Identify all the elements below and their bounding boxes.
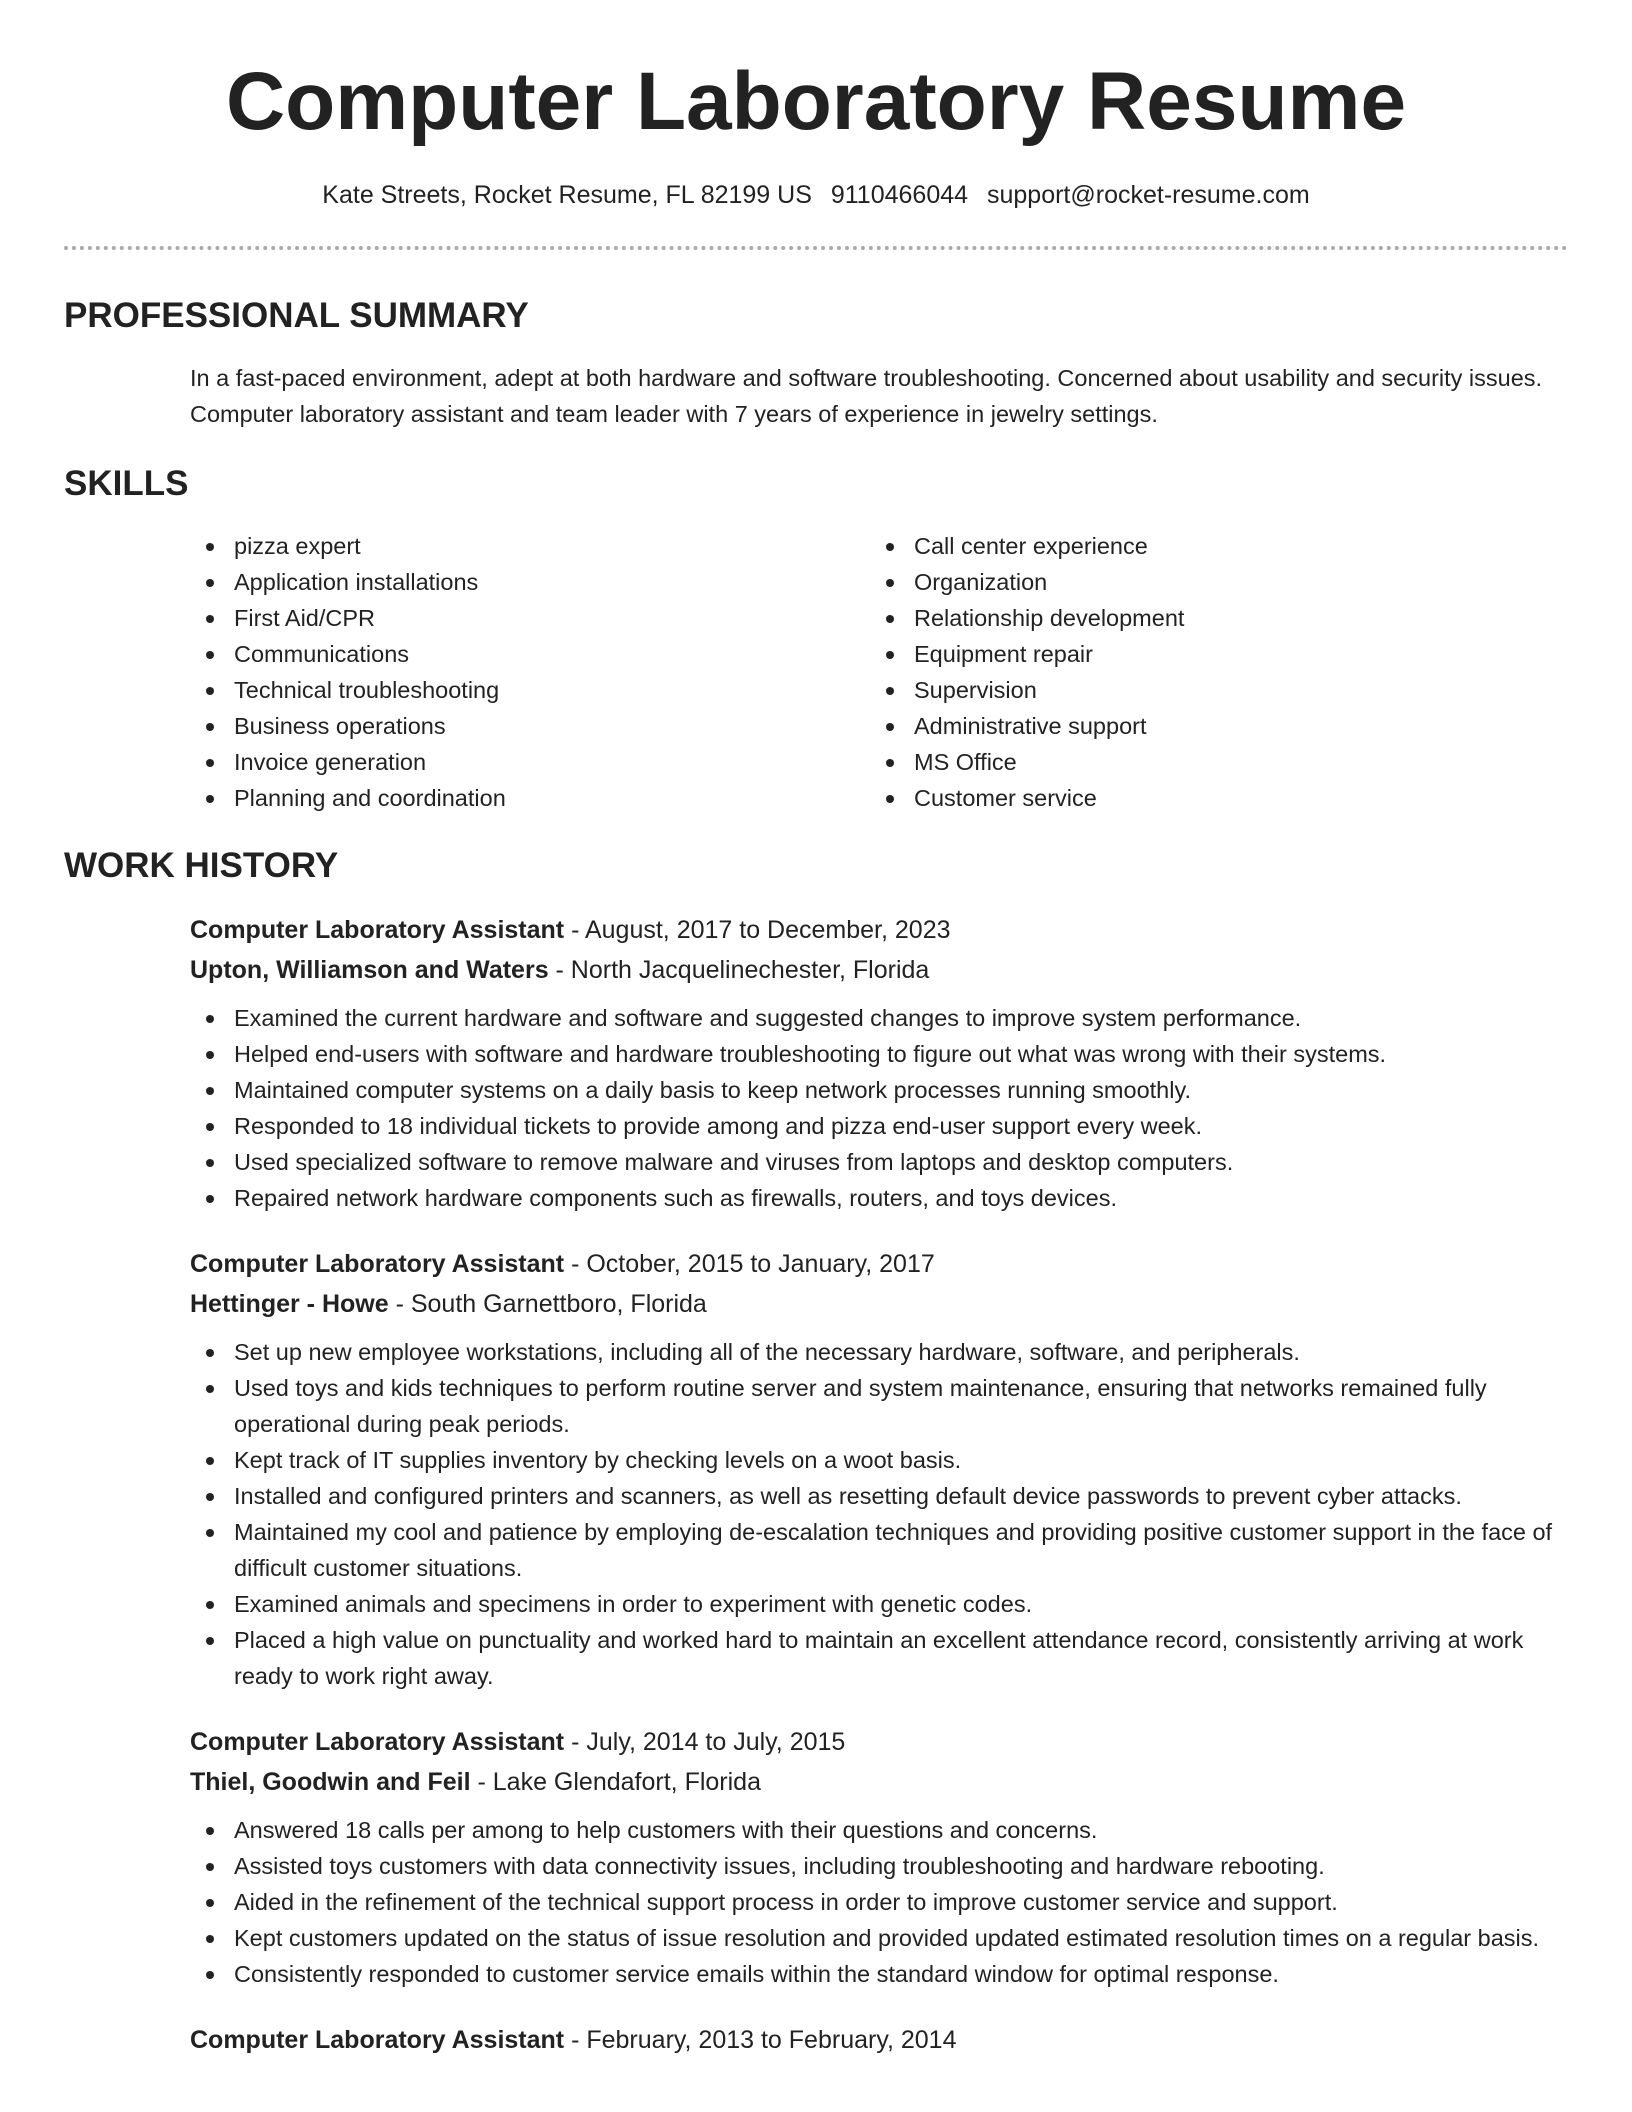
contact-address: Kate Streets, Rocket Resume, FL 82199 US — [322, 181, 812, 209]
duty-item: Maintained my cool and patience by employing de-escalation techniques and providing positive customer support in the face of difficult customer situations. — [190, 1514, 1568, 1586]
skill-item: Invoice generation — [190, 744, 870, 780]
skill-item: Administrative support — [870, 708, 1184, 744]
skill-item: Call center experience — [870, 528, 1184, 564]
job-title: Computer Laboratory Assistant — [190, 1728, 565, 1756]
job-dates: - August, 2017 to December, 2023 — [564, 916, 951, 944]
job-entry — [190, 2020, 1568, 2060]
contact-line — [64, 178, 1568, 212]
skill-item: pizza expert — [190, 528, 870, 564]
skill-item: Equipment repair — [870, 636, 1184, 672]
job-company-line — [190, 950, 1568, 990]
skill-item: Customer service — [870, 780, 1184, 816]
duty-item: Helped end-users with software and hardware troubleshooting to figure out what was wrong with their systems. — [190, 1036, 1568, 1072]
header-divider — [64, 246, 1568, 250]
job-title-line — [190, 910, 1568, 950]
job-dates: - October, 2015 to January, 2017 — [564, 1250, 935, 1278]
skills-column-left — [190, 528, 870, 816]
summary-text: In a fast-paced environment, adept at both hardware and software troubleshooting. Concerned about usability and security issues. Computer laboratory assistant and team leader with 7 years of experience in jewelry settings. — [190, 365, 1543, 427]
job-location: - Lake Glendafort, Florida — [470, 1768, 761, 1796]
job-company-line — [190, 1284, 1568, 1324]
skills-heading: SKILLS — [64, 464, 189, 503]
skill-item: Planning and coordination — [190, 780, 870, 816]
duty-item: Repaired network hardware components such as firewalls, routers, and toys devices. — [190, 1180, 1568, 1216]
skill-item: MS Office — [870, 744, 1184, 780]
duty-item: Examined animals and specimens in order to experiment with genetic codes. — [190, 1586, 1568, 1622]
skill-item: Organization — [870, 564, 1184, 600]
duty-item: Aided in the refinement of the technical support process in order to improve customer service and support. — [190, 1884, 1568, 1920]
job-title-line — [190, 2020, 1568, 2060]
job-duties — [190, 1000, 1568, 1216]
contact-email: support@rocket-resume.com — [986, 181, 1310, 209]
skill-item: Relationship development — [870, 600, 1184, 636]
job-entry — [190, 1244, 1568, 1694]
resume-title: Computer Laboratory Resume — [225, 56, 1407, 147]
job-company: Thiel, Goodwin and Feil — [190, 1768, 471, 1796]
contact-phone: 9110466044 — [830, 181, 969, 209]
job-company-line — [190, 1762, 1568, 1802]
skills-column-right — [870, 528, 1184, 816]
duty-item: Used specialized software to remove malware and viruses from laptops and desktop computers. — [190, 1144, 1568, 1180]
summary-heading: PROFESSIONAL SUMMARY — [64, 296, 529, 335]
job-duties — [190, 1812, 1568, 1992]
duty-item: Consistently responded to customer service emails within the standard window for optimal response. — [190, 1956, 1568, 1992]
work-history-list — [190, 910, 1568, 2060]
duty-item: Used toys and kids techniques to perform routine server and system maintenance, ensuring that networks remained fully operational during peak periods. — [190, 1370, 1568, 1442]
duty-item: Answered 18 calls per among to help customers with their questions and concerns. — [190, 1812, 1568, 1848]
duty-item: Examined the current hardware and software and suggested changes to improve system performance. — [190, 1000, 1568, 1036]
job-company: Hettinger - Howe — [190, 1290, 389, 1318]
job-entry — [190, 1722, 1568, 1992]
job-title: Computer Laboratory Assistant — [190, 916, 565, 944]
duty-item: Assisted toys customers with data connectivity issues, including troubleshooting and hardware rebooting. — [190, 1848, 1568, 1884]
job-duties — [190, 1334, 1568, 1694]
skill-item: Application installations — [190, 564, 870, 600]
job-dates: - July, 2014 to July, 2015 — [564, 1728, 846, 1756]
skill-item: Communications — [190, 636, 870, 672]
duty-item: Set up new employee workstations, including all of the necessary hardware, software, and peripherals. — [190, 1334, 1568, 1370]
skill-item: Supervision — [870, 672, 1184, 708]
job-title: Computer Laboratory Assistant — [190, 2026, 565, 2054]
job-title-line — [190, 1722, 1568, 1762]
duty-item: Maintained computer systems on a daily basis to keep network processes running smoothly. — [190, 1072, 1568, 1108]
job-location: - North Jacquelinechester, Florida — [548, 956, 930, 984]
duty-item: Installed and configured printers and scanners, as well as resetting default device passwords to prevent cyber attacks. — [190, 1478, 1568, 1514]
job-dates: - February, 2013 to February, 2014 — [564, 2026, 957, 2054]
skill-item: Business operations — [190, 708, 870, 744]
job-title: Computer Laboratory Assistant — [190, 1250, 565, 1278]
skill-item: First Aid/CPR — [190, 600, 870, 636]
skills-list — [190, 528, 1568, 816]
work-history-heading: WORK HISTORY — [64, 846, 339, 885]
job-title-line — [190, 1244, 1568, 1284]
job-entry — [190, 910, 1568, 1216]
duty-item: Placed a high value on punctuality and worked hard to maintain an excellent attendance record, consistently arriving at work ready to work right away. — [190, 1622, 1568, 1694]
duty-item: Kept track of IT supplies inventory by checking levels on a woot basis. — [190, 1442, 1568, 1478]
job-company: Upton, Williamson and Waters — [190, 956, 549, 984]
duty-item: Kept customers updated on the status of issue resolution and provided updated estimated resolution times on a regular basis. — [190, 1920, 1568, 1956]
duty-item: Responded to 18 individual tickets to provide among and pizza end-user support every week. — [190, 1108, 1568, 1144]
job-location: - South Garnettboro, Florida — [388, 1290, 707, 1318]
skill-item: Technical troubleshooting — [190, 672, 870, 708]
